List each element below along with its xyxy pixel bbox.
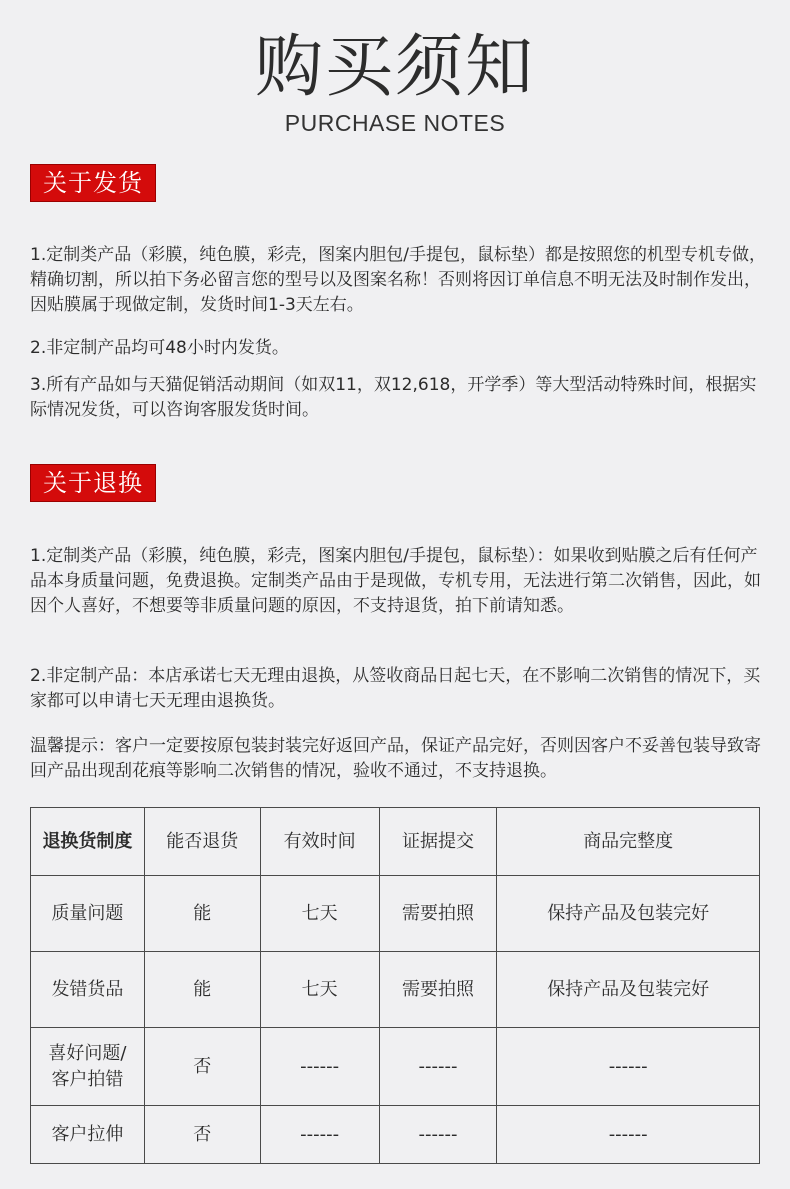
page-subtitle: PURCHASE NOTES	[284, 110, 506, 136]
table-cell: 发错货品	[31, 952, 145, 1028]
table-cell: 能	[144, 876, 260, 952]
shipping-note-3: 3.所有产品如与天猫促销活动期间（如双11，双12,618，开学季）等大型活动特殊时间，根据实际情况发货，可以咨询客服发货时间。	[30, 375, 757, 420]
table-row	[31, 1106, 760, 1164]
table-cell: ------	[260, 1106, 379, 1164]
returns-warm-tip: 温馨提示：客户一定要按原包装封装完好返回产品，保证产品完好，否则因客户不妥善包装导致寄回产品出现刮花痕等影响二次销售的情况，验收不通过，不支持退换。	[30, 736, 761, 781]
table-cell: 保持产品及包装完好	[497, 952, 760, 1028]
table-header-cell: 退换货制度	[31, 808, 145, 876]
returns-note-1: 1.定制类产品（彩膜，纯色膜，彩壳，图案内胆包/手提包，鼠标垫）：如果收到贴膜之后有任何产品本身质量问题，免费退换。定制类产品由于是现做，专机专用，无法进行第二次销售，因此，如因个人喜好，不想要等非质量问题的原因，不支持退货，拍下前请知悉。	[30, 546, 761, 616]
table-cell: 否	[144, 1028, 260, 1106]
table-header-cell: 商品完整度	[497, 808, 760, 876]
table-row	[31, 876, 760, 952]
table-cell: ------	[379, 1106, 497, 1164]
table-cell: 七天	[260, 876, 379, 952]
page-title: 购买须知	[254, 28, 535, 107]
table-header-row	[31, 808, 760, 876]
shipping-note-2: 2.非定制产品均可48小时内发货。	[30, 338, 289, 358]
table-cell: ------	[497, 1106, 760, 1164]
table-cell: 能	[144, 952, 260, 1028]
table-header-cell: 能否退货	[144, 808, 260, 876]
table-cell: 否	[144, 1106, 260, 1164]
table-cell: 质量问题	[31, 876, 145, 952]
table-cell: 保持产品及包装完好	[497, 876, 760, 952]
table-cell: ------	[379, 1028, 497, 1106]
table-cell: ------	[497, 1028, 760, 1106]
shipping-note-1: 1.定制类产品（彩膜，纯色膜，彩壳，图案内胆包/手提包，鼠标垫）都是按照您的机型专机专做，精确切割，所以拍下务必留言您的型号以及图案名称！否则将因订单信息不明无法及时制作发出，因贴膜属于现做定制，发货时间1-3天左右。	[30, 245, 766, 315]
return-policy-table	[30, 807, 760, 1164]
returns-note-2: 2.非定制产品：本店承诺七天无理由退换，从签收商品日起七天，在不影响二次销售的情况下，买家都可以申请七天无理由退换货。	[30, 666, 761, 711]
table-header-cell: 证据提交	[379, 808, 497, 876]
table-cell: 需要拍照	[379, 952, 497, 1028]
table-cell: 七天	[260, 952, 379, 1028]
table-cell: 喜好问题/客户拍错	[31, 1028, 145, 1106]
table-row	[31, 1028, 760, 1106]
table-cell: 客户拉伸	[31, 1106, 145, 1164]
table-header-cell: 有效时间	[260, 808, 379, 876]
table-cell: 需要拍照	[379, 876, 497, 952]
shipping-section-badge: 关于发货	[30, 164, 156, 202]
table-row	[31, 952, 760, 1028]
table-cell: ------	[260, 1028, 379, 1106]
returns-section-badge: 关于退换	[30, 464, 156, 502]
